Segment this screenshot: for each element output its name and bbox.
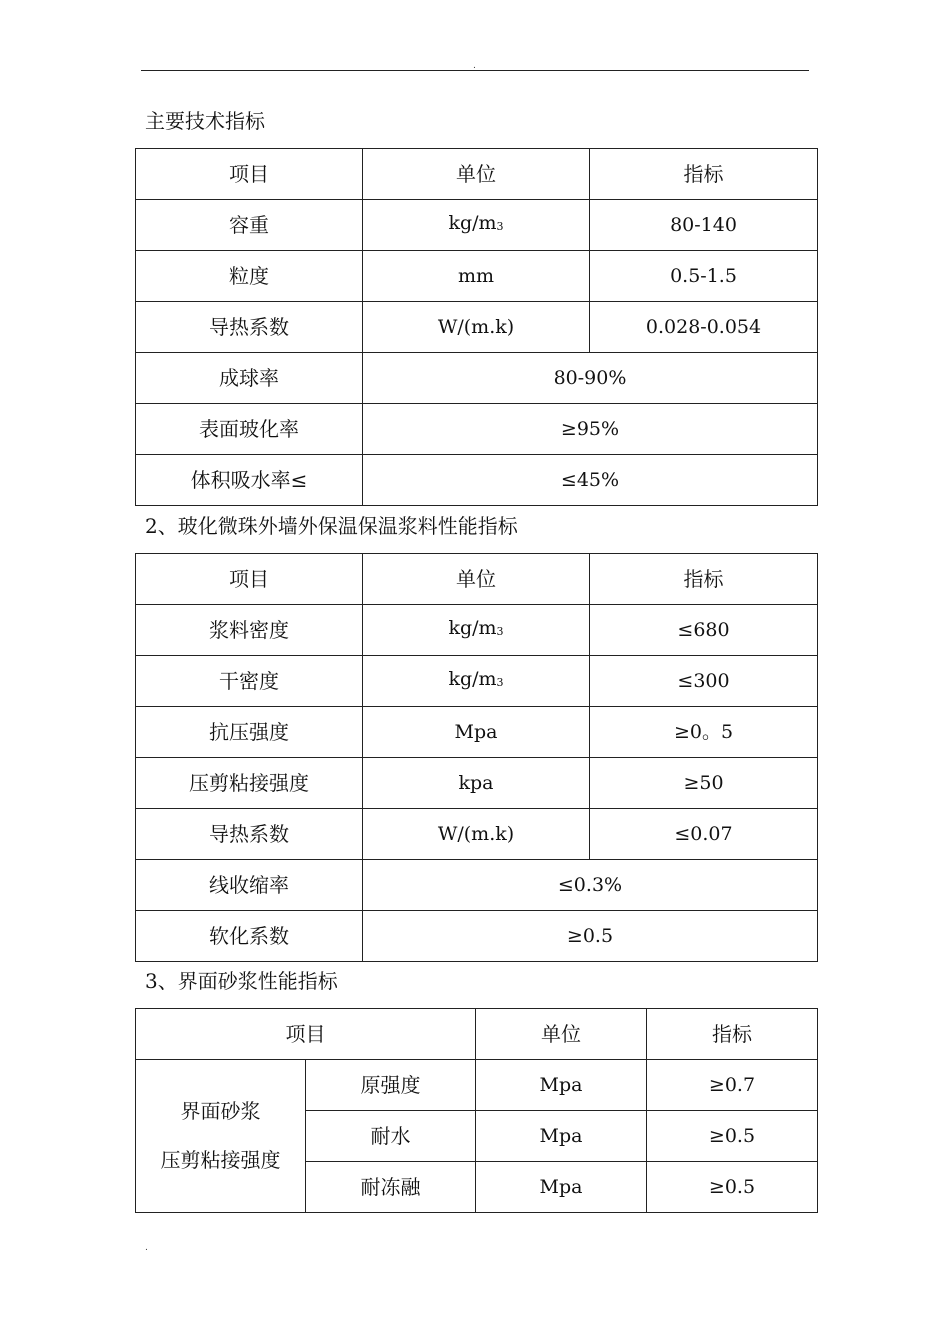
merged-value-cell: ≤0.3% (363, 860, 818, 911)
value-cell: ≥50 (590, 758, 818, 809)
item-cell: 干密度 (136, 656, 363, 707)
section2-title: 2、玻化微珠外墙外保温保温浆料性能指标 (145, 514, 518, 538)
value-cell: ≥0.5 (647, 1111, 818, 1162)
sub-item-cell: 原强度 (306, 1060, 476, 1111)
value-cell: ≤0.07 (590, 809, 818, 860)
value-cell: ≥0.7 (647, 1060, 818, 1111)
sub-item-cell: 耐冻融 (306, 1162, 476, 1213)
merged-value-cell: ≥95% (363, 404, 818, 455)
value-cell: ≤680 (590, 605, 818, 656)
table-row (136, 200, 818, 251)
table-row (136, 605, 818, 656)
section1-title: 主要技术指标 (145, 109, 265, 133)
sub-item-cell: 耐水 (306, 1111, 476, 1162)
merged-value-cell: 80-90% (363, 353, 818, 404)
merged-value-cell: ≤45% (363, 455, 818, 506)
item-cell: 成球率 (136, 353, 363, 404)
item-cell: 导热系数 (136, 302, 363, 353)
value-cell: ≤300 (590, 656, 818, 707)
merged-value-cell: ≥0.5 (363, 911, 818, 962)
header-dot: . (473, 61, 476, 71)
group-label-line1: 界面砂浆 (180, 1099, 261, 1123)
unit-cell: Mpa (476, 1162, 647, 1213)
unit-cell: Mpa (476, 1111, 647, 1162)
table-row (136, 251, 818, 302)
unit-cell: mm (363, 251, 590, 302)
table-header-row (136, 149, 818, 200)
unit-cell (363, 605, 590, 656)
header-item: 项目 (136, 1009, 476, 1060)
header-unit: 单位 (476, 1009, 647, 1060)
item-cell: 软化系数 (136, 911, 363, 962)
section3-title: 3、界面砂浆性能指标 (145, 969, 338, 993)
table-row (136, 656, 818, 707)
item-cell: 浆料密度 (136, 605, 363, 656)
section1-table (135, 148, 818, 506)
unit-cell: Mpa (476, 1060, 647, 1111)
value-cell: 0.028-0.054 (590, 302, 818, 353)
unit-superscript: 3 (496, 220, 504, 233)
value-cell: ≥0.5 (647, 1162, 818, 1213)
item-cell: 导热系数 (136, 809, 363, 860)
table-row (136, 1060, 818, 1111)
header-item: 项目 (136, 149, 363, 200)
table-header-row (136, 554, 818, 605)
header-unit: 单位 (363, 554, 590, 605)
unit-cell: kpa (363, 758, 590, 809)
table-row (136, 302, 818, 353)
unit-text: kg/m (448, 668, 497, 690)
item-cell: 表面玻化率 (136, 404, 363, 455)
unit-cell: Mpa (363, 707, 590, 758)
unit-superscript: 3 (496, 676, 504, 689)
header-item: 项目 (136, 554, 363, 605)
value-cell: 0.5-1.5 (590, 251, 818, 302)
header-value: 指标 (590, 554, 818, 605)
table-header-row (136, 1009, 818, 1060)
table-row (136, 860, 818, 911)
group-label-cell (136, 1060, 306, 1213)
item-cell: 容重 (136, 200, 363, 251)
item-cell: 体积吸水率≤ (136, 455, 363, 506)
section2-table (135, 553, 818, 962)
unit-superscript: 3 (496, 625, 504, 638)
unit-cell: W/(m.k) (363, 809, 590, 860)
item-cell: 粒度 (136, 251, 363, 302)
table-row (136, 911, 818, 962)
unit-text: kg/m (448, 617, 497, 639)
table-row (136, 455, 818, 506)
section3-table (135, 1008, 818, 1213)
table-row (136, 404, 818, 455)
header-value: 指标 (647, 1009, 818, 1060)
unit-cell: W/(m.k) (363, 302, 590, 353)
table-row (136, 809, 818, 860)
item-cell: 抗压强度 (136, 707, 363, 758)
value-cell: 80-140 (590, 200, 818, 251)
header-unit: 单位 (363, 149, 590, 200)
group-label-line2: 压剪粘接强度 (160, 1148, 281, 1172)
unit-cell (363, 656, 590, 707)
table-row (136, 758, 818, 809)
value-cell: ≥0。5 (590, 707, 818, 758)
header-value: 指标 (590, 149, 818, 200)
item-cell: 线收缩率 (136, 860, 363, 911)
table-row (136, 353, 818, 404)
unit-text: kg/m (448, 212, 497, 234)
footer-dot: . (145, 1243, 148, 1253)
unit-cell (363, 200, 590, 251)
item-cell: 压剪粘接强度 (136, 758, 363, 809)
table-row (136, 707, 818, 758)
